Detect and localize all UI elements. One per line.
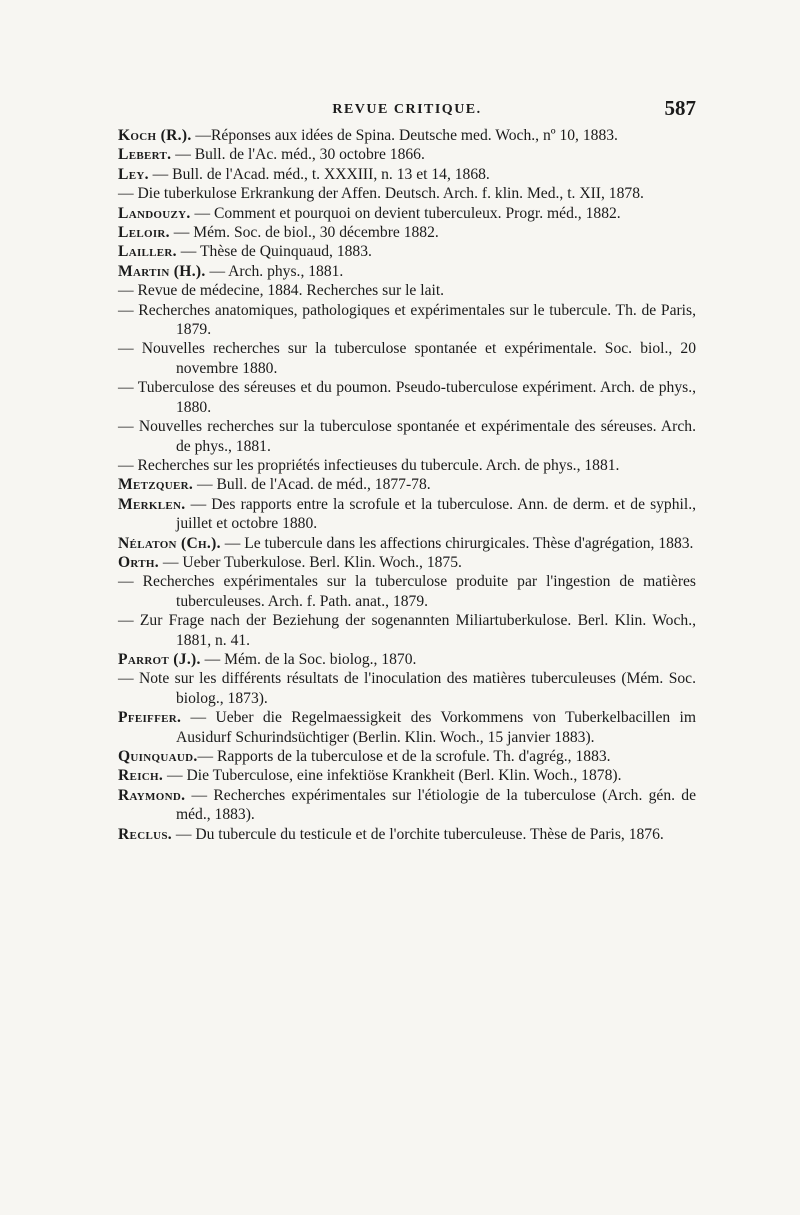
entry-text: — Recherches anatomiques, pathologiques et expérimentales sur le tubercule. Th. de Paris, 1879.	[118, 301, 696, 339]
bibliography-entry	[118, 262, 696, 281]
entry-text: — Tuberculose des séreuses et du poumon. Pseudo-tuberculose expériment. Arch. de phys., 1880.	[118, 379, 696, 416]
entry-author: Metzquer.	[118, 476, 194, 494]
entry-text: — Bull. de l'Acad. méd., t. XXXIII, n. 13 et 14, 1868.	[148, 165, 490, 183]
entry-text: — Bull. de l'Ac. méd., 30 octobre 1866.	[171, 146, 425, 164]
bibliography-entry	[118, 611, 696, 650]
bibliography-entry	[118, 165, 696, 184]
entry-author: Parrot (J.).	[118, 650, 201, 668]
entry-text: — Rapports de la tuberculose et de la scrofule. Th. d'agrég., 1883.	[197, 748, 611, 765]
entry-text: — Thèse de Quinquaud, 1883.	[176, 243, 372, 261]
bibliography-entry	[118, 825, 696, 844]
bibliography-entry	[118, 184, 696, 203]
entry-author: Koch (R.).	[118, 127, 192, 144]
entry-text: — Nouvelles recherches sur la tuberculose spontanée et expérimentale. Soc. biol., 20 novembre 1880.	[118, 340, 696, 377]
entry-author: Nélaton (Ch.).	[118, 534, 221, 552]
entry-text: — Die tuberkulose Erkrankung der Affen. Deutsch. Arch. f. klin. Med., t. XII, 1878.	[118, 185, 644, 203]
bibliography-entry	[118, 417, 696, 456]
entry-author: Leloir.	[118, 224, 170, 242]
entry-text: — Die Tuberculose, eine infektiöse Krankheit (Berl. Klin. Woch., 1878).	[163, 767, 622, 785]
bibliography-entry	[118, 145, 696, 164]
entry-author: Pfeiffer.	[118, 709, 182, 727]
bibliography-entry	[118, 669, 696, 708]
entry-text: —Réponses aux idées de Spina. Deutsche med. Woch., nº 10, 1883.	[191, 127, 618, 144]
entry-author: Landouzy.	[118, 204, 191, 222]
bibliography-entry	[118, 534, 696, 553]
entry-author: Reich.	[118, 767, 164, 785]
bibliography-entry	[118, 223, 696, 242]
entry-author: Merklen.	[118, 495, 186, 513]
document-page	[118, 92, 696, 844]
bibliography-list	[118, 126, 696, 844]
bibliography-entry	[118, 281, 696, 300]
entry-text: — Du tubercule du testicule et de l'orchite tuberculeuse. Thèse de Paris, 1876.	[171, 825, 664, 843]
bibliography-entry	[118, 708, 696, 747]
bibliography-entry	[118, 747, 696, 766]
bibliography-entry	[118, 495, 696, 534]
entry-author: Raymond.	[118, 786, 186, 804]
bibliography-entry	[118, 786, 696, 825]
bibliography-entry	[118, 378, 696, 417]
entry-text: — Des rapports entre la scrofule et la tuberculose. Ann. de derm. et de syphil., juillet et octobre 1880.	[176, 495, 696, 533]
entry-author: Quinquaud.	[118, 748, 198, 765]
entry-text: — Recherches sur les propriétés infectieuses du tubercule. Arch. de phys., 1881.	[118, 456, 620, 474]
entry-author: Reclus.	[118, 825, 172, 843]
entry-text: — Bull. de l'Acad. de méd., 1877-78.	[193, 476, 431, 494]
bibliography-entry	[118, 126, 696, 145]
entry-author: Martin (H.).	[118, 262, 206, 280]
entry-text: — Mém. de la Soc. biolog., 1870.	[200, 650, 417, 668]
entry-author: Ley.	[118, 165, 149, 183]
entry-text: — Arch. phys., 1881.	[205, 262, 344, 280]
entry-author: Lailler.	[118, 243, 177, 261]
bibliography-entry	[118, 242, 696, 261]
bibliography-entry	[118, 766, 696, 785]
bibliography-entry	[118, 204, 696, 223]
bibliography-entry	[118, 572, 696, 611]
entry-text: — Recherches expérimentales sur la tuberculose produite par l'ingestion de matières tuberculeuses. Arch. f. Path. anat., 1879.	[118, 573, 696, 610]
entry-text: — Ueber Tuberkulose. Berl. Klin. Woch., 1875.	[158, 553, 462, 571]
running-header	[118, 92, 696, 126]
entry-text: — Comment et pourquoi on devient tuberculeux. Progr. méd., 1882.	[190, 204, 621, 222]
entry-text: — Note sur les différents résultats de l'inoculation des matières tuberculeuses (Mém. Soc. biolog., 1873).	[118, 670, 696, 707]
entry-text: — Revue de médecine, 1884. Recherches sur le lait.	[118, 282, 445, 300]
page-number: 587	[664, 96, 696, 120]
bibliography-entry	[118, 339, 696, 378]
running-title: REVUE CRITIQUE.	[332, 102, 482, 117]
entry-text: — Ueber die Regelmaessigkeit des Vorkommens von Tuberkelbacillen im Ausidurf Schurindsüchtiger (Berlin. Klin. Woch., 15 janvier 1883).	[176, 709, 696, 746]
entry-text: — Mém. Soc. de biol., 30 décembre 1882.	[169, 224, 439, 242]
entry-text: — Nouvelles recherches sur la tuberculose spontanée et expérimentale des séreuses. Arch. de phys., 1881.	[118, 418, 696, 455]
entry-text: — Zur Frage nach der Beziehung der sogenannten Miliartuberkulose. Berl. Klin. Woch., 1881, n. 41.	[118, 612, 696, 649]
entry-text: — Le tubercule dans les affections chirurgicales. Thèse d'agrégation, 1883.	[220, 534, 694, 552]
bibliography-entry	[118, 301, 696, 340]
bibliography-entry	[118, 553, 696, 572]
bibliography-entry	[118, 475, 696, 494]
entry-author: Orth.	[118, 553, 159, 571]
entry-text: — Recherches expérimentales sur l'étiologie de la tuberculose (Arch. gén. de méd., 1883).	[176, 786, 696, 824]
entry-author: Lebert.	[118, 146, 172, 164]
bibliography-entry	[118, 456, 696, 475]
bibliography-entry	[118, 650, 696, 669]
